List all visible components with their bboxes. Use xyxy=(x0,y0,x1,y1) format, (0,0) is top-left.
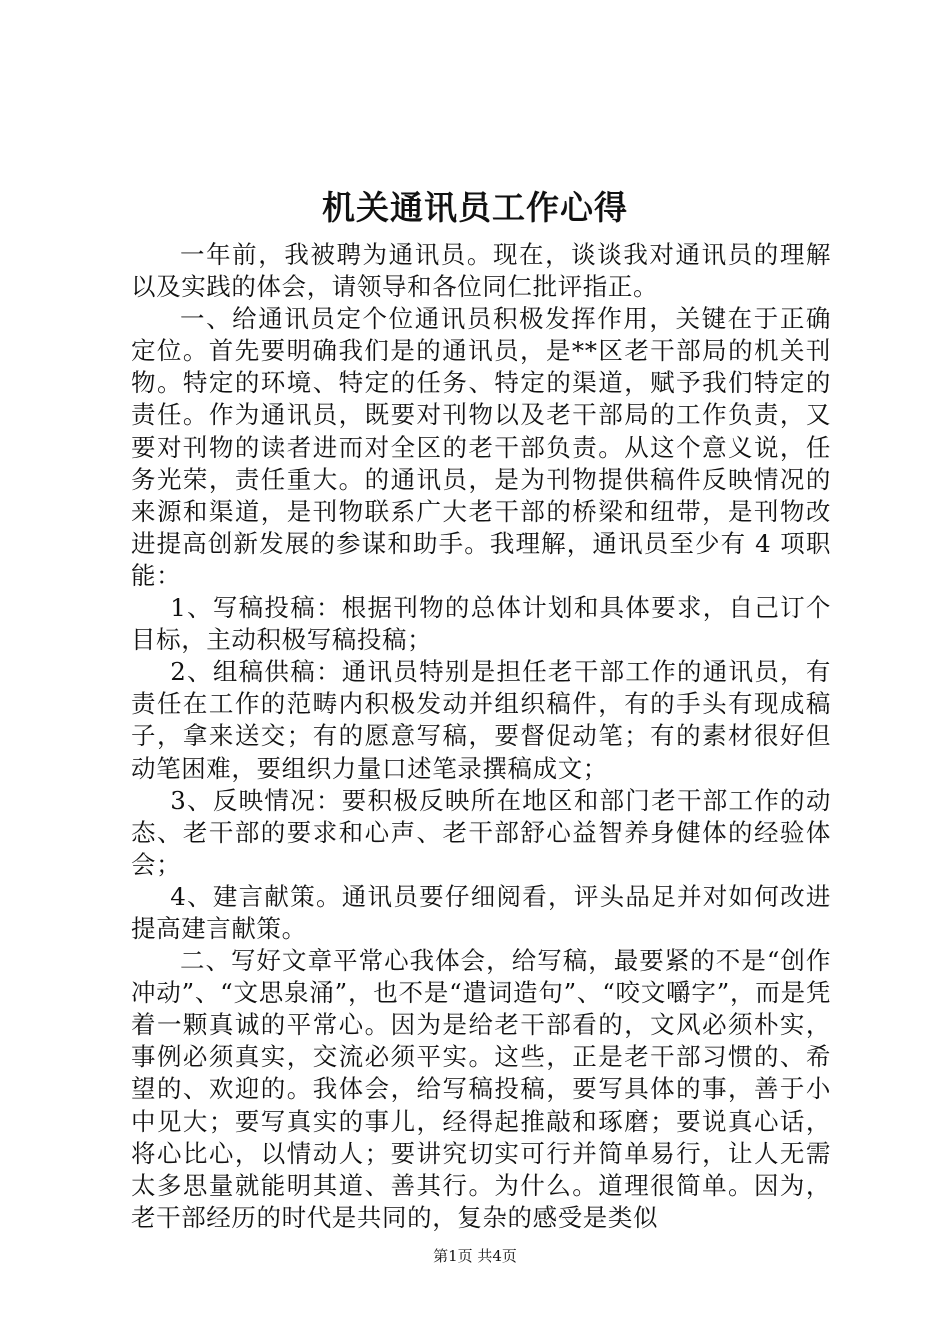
paragraph-duty-1: 1、写稿投稿：根据刊物的总体计划和具体要求，自己订个目标，主动积极写稿投稿； xyxy=(131,593,831,655)
paragraph-section-2: 二、写好文章平常心我体会，给写稿，最要紧的不是“创作冲动”、“文思泉涌”，也不是“遣词造句”、“咬文嚼字”，而是凭着一颗真诚的平常心。因为是给老干部看的，文风必须朴实，事例必须真实，交流必须平实。这些，正是老干部习惯的、希望的、欢迎的。我体会，给写稿投稿，要写具体的事，善于小中见大；要写真实的事儿，经得起推敲和琢磨；要说真心话，将心比心，以情动人；要讲究切实可行并简单易行，让人无需太多思量就能明其道、善其行。为什么。道理很简单。因为，老干部经历的时代是共同的，复杂的感受是类似 xyxy=(131,946,831,1232)
paragraph-section-1: 一、给通讯员定个位通讯员积极发挥作用，关键在于正确定位。首先要明确我们是的通讯员，是**区老干部局的机关刊物。特定的环境、特定的任务、特定的渠道，赋予我们特定的责任。作为通讯员，既要对刊物以及老干部局的工作负责，又要对刊物的读者进而对全区的老干部负责。从这个意义说，任务光荣，责任重大。的通讯员，是为刊物提供稿件反映情况的来源和渠道，是刊物联系广大老干部的桥梁和纽带，是刊物改进提高创新发展的参谋和助手。我理解，通讯员至少有 4 项职能： xyxy=(131,304,831,590)
document-title: 机关通讯员工作心得 xyxy=(322,188,628,227)
paragraph-intro: 一年前，我被聘为通讯员。现在，谈谈我对通讯员的理解以及实践的体会，请领导和各位同仁批评指正。 xyxy=(131,240,831,302)
page-footer: 第1页 共4页 xyxy=(433,1247,517,1265)
document-body xyxy=(131,239,831,1234)
paragraph-duty-2: 2、组稿供稿：通讯员特别是担任老干部工作的通讯员，有责任在工作的范畴内积极发动并组织稿件，有的手头有现成稿子，拿来送交；有的愿意写稿，要督促动笔；有的素材很好但动笔困难，要组织力量口述笔录撰稿成文； xyxy=(131,657,831,783)
paragraph-duty-4: 4、建言献策。通讯员要仔细阅看，评头品足并对如何改进提高建言献策。 xyxy=(131,881,831,943)
paragraph-duty-3: 3、反映情况：要积极反映所在地区和部门老干部工作的动态、老干部的要求和心声、老干部舒心益智养身健体的经验体会； xyxy=(131,785,831,879)
